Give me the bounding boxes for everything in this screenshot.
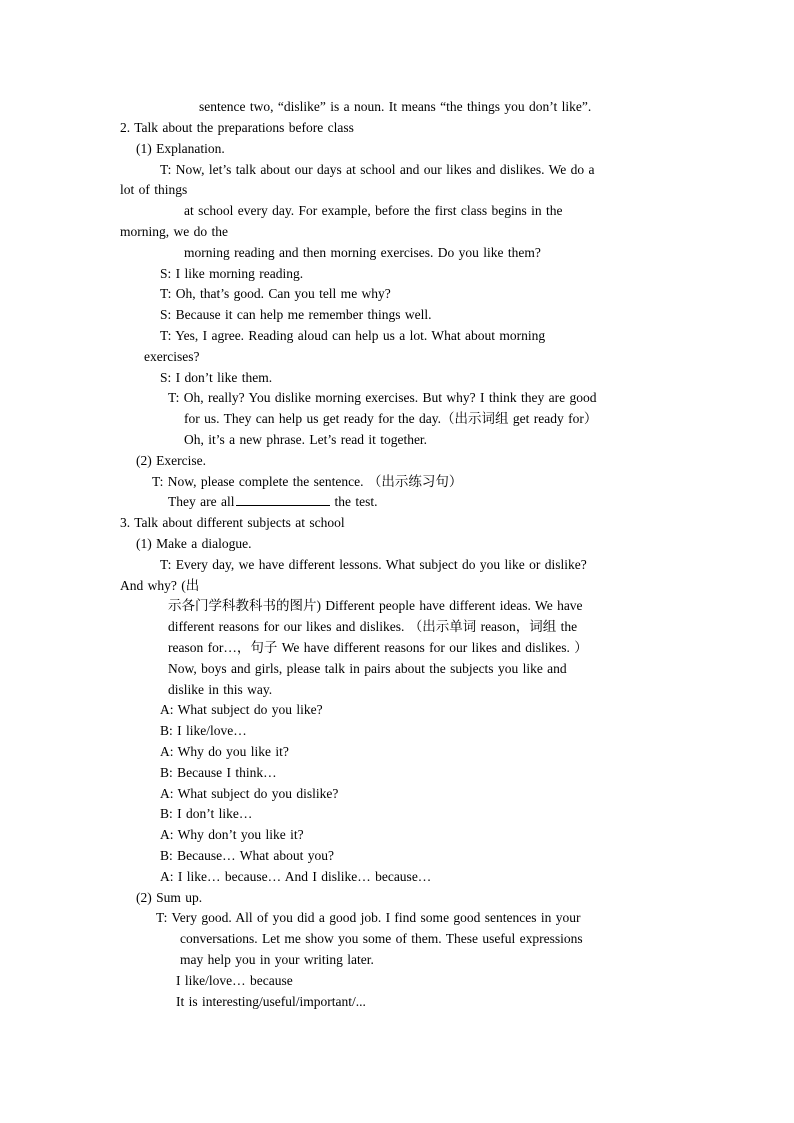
text-line: T: Oh, really? You dislike morning exercises. But why? I think they are good	[168, 390, 597, 405]
exercise-sentence	[168, 493, 377, 511]
subsection-heading: (2) Sum up.	[136, 890, 203, 905]
dialogue-line: A: Why don’t you like it?	[160, 827, 304, 842]
dialogue-line: B: Because… What about you?	[160, 848, 334, 863]
subsection-heading: (1) Make a dialogue.	[136, 536, 252, 551]
text-line: T: Now, let’s talk about our days at school and our likes and dislikes. We do a	[160, 162, 595, 177]
dialogue-line: A: Why do you like it?	[160, 744, 289, 759]
text-line: exercises?	[144, 349, 200, 364]
dialogue-line: B: I don’t like…	[160, 806, 253, 821]
text-line: dislike in this way.	[168, 682, 273, 697]
text-line: reason for…，句子 We have different reasons for our likes and dislikes. ）	[168, 640, 588, 655]
text-line: T: Every day, we have different lessons. What subject do you like or dislike?	[160, 557, 587, 572]
exercise-text-before: They are all	[168, 494, 235, 509]
dialogue-line: B: Because I think…	[160, 765, 277, 780]
text-line: T: Very good. All of you did a good job. I find some good sentences in your	[156, 910, 581, 925]
dialogue-line: A: What subject do you like?	[160, 702, 323, 717]
text-line: T: Oh, that’s good. Can you tell me why?	[160, 286, 391, 301]
text-line: conversations. Let me show you some of them. These useful expressions	[180, 931, 583, 946]
dialogue-line: A: What subject do you dislike?	[160, 786, 339, 801]
dialogue-line: B: I like/love…	[160, 723, 247, 738]
text-line: morning reading and then morning exercises. Do you like them?	[184, 245, 541, 260]
text-line: morning, we do the	[120, 224, 228, 239]
dialogue-line: A: I like… because… And I dislike… because…	[160, 869, 432, 884]
text-line: sentence two, “dislike” is a noun. It means “the things you don’t like”.	[199, 99, 592, 114]
subsection-heading: (2) Exercise.	[136, 453, 206, 468]
text-line: T: Yes, I agree. Reading aloud can help us a lot. What about morning	[160, 328, 546, 343]
expression-line: It is interesting/useful/important/...	[176, 994, 366, 1009]
text-line: lot of things	[120, 182, 188, 197]
subsection-heading: (1) Explanation.	[136, 141, 225, 156]
text-line: different reasons for our likes and dislikes. （出示单词 reason，词组 the	[168, 619, 578, 634]
text-line: S: Because it can help me remember things well.	[160, 307, 432, 322]
expression-line: I like/love… because	[176, 973, 293, 988]
section-heading: 2. Talk about the preparations before class	[120, 120, 354, 135]
text-line: Now, boys and girls, please talk in pairs about the subjects you like and	[168, 661, 567, 676]
exercise-text-after: the test.	[334, 494, 378, 509]
text-line: S: I don’t like them.	[160, 370, 273, 385]
text-line: S: I like morning reading.	[160, 266, 304, 281]
text-line: may help you in your writing later.	[180, 952, 374, 967]
text-line: Oh, it’s a new phrase. Let’s read it together.	[184, 432, 428, 447]
text-line: 示各门学科教科书的图片) Different people have different ideas. We have	[168, 598, 583, 613]
text-line: at school every day. For example, before the first class begins in the	[184, 203, 563, 218]
text-line: T: Now, please complete the sentence. （出示练习句）	[152, 474, 463, 489]
text-line: for us. They can help us get ready for the day.（出示词组 get ready for）	[184, 411, 598, 426]
text-line: And why? (出	[120, 578, 200, 593]
fill-in-blank	[236, 493, 330, 506]
section-heading: 3. Talk about different subjects at school	[120, 515, 345, 530]
